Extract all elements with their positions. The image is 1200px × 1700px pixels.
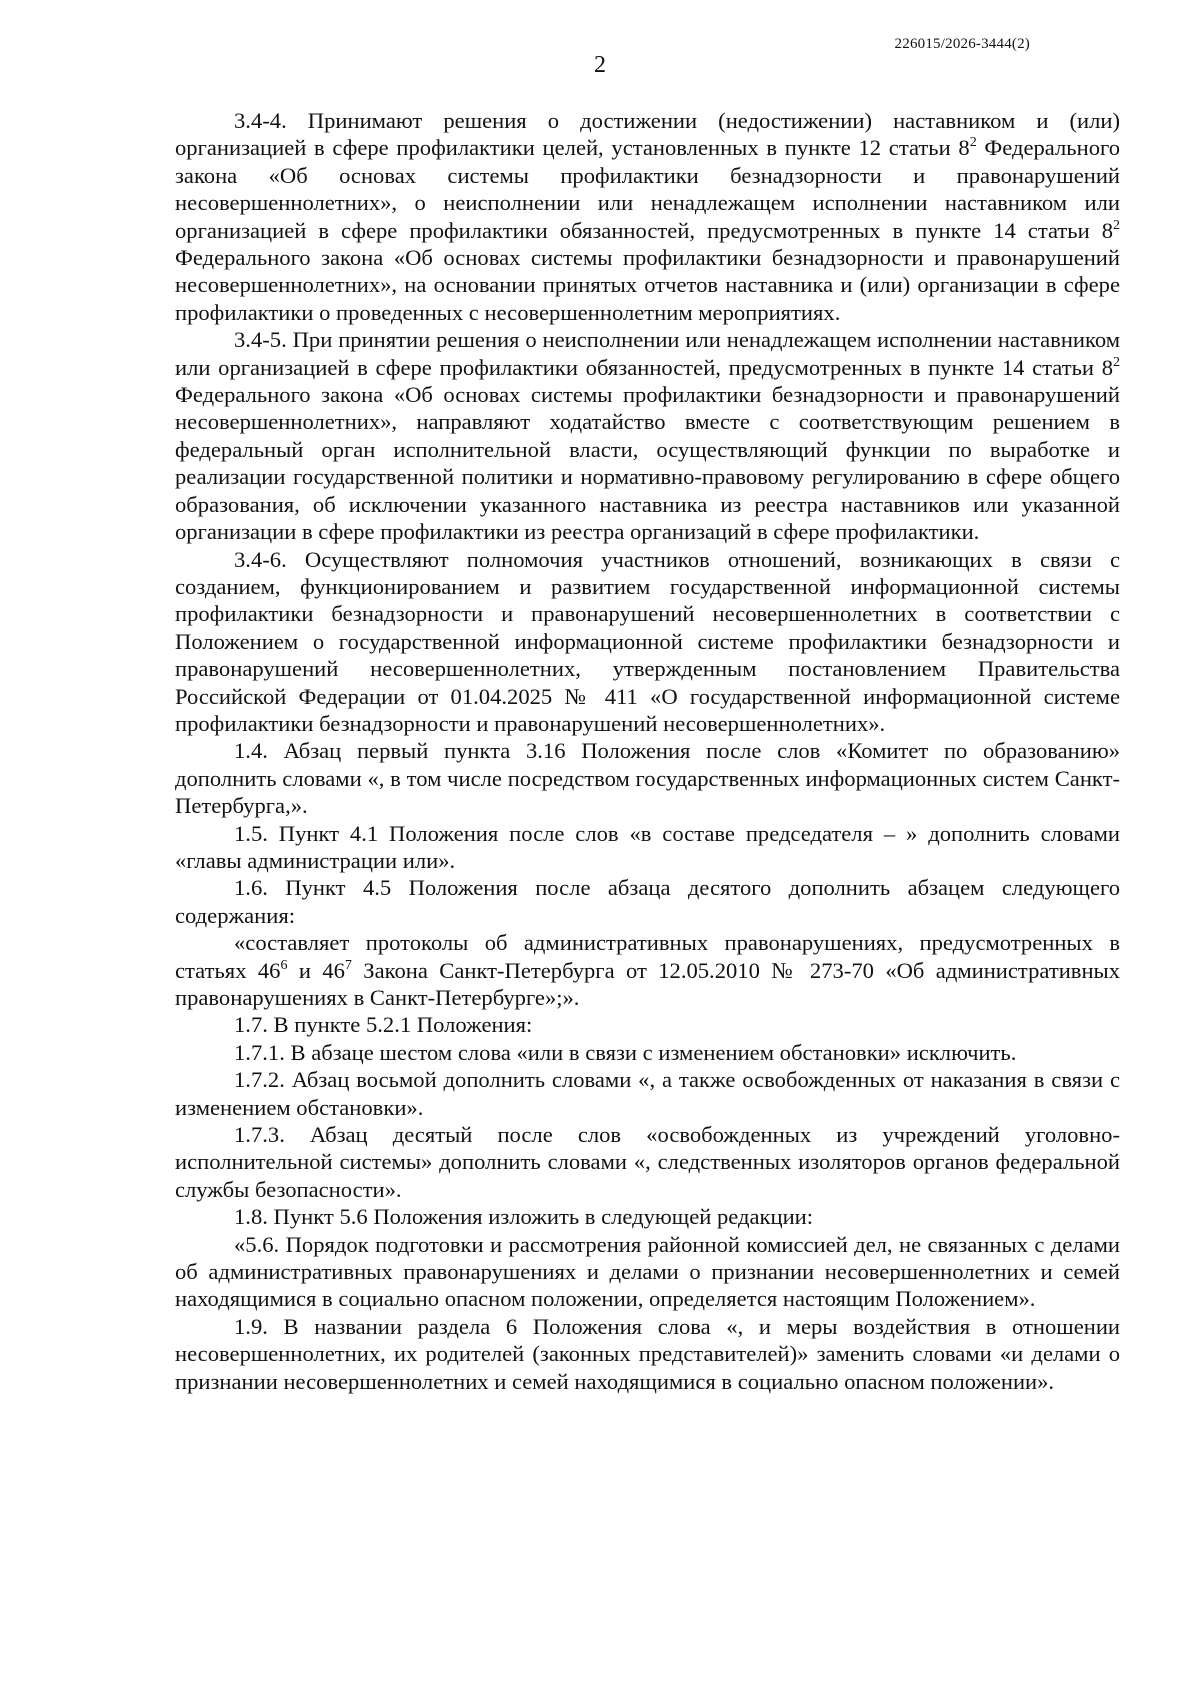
paragraph-3-4-5: 3.4-5. При принятии решения о неисполнении или ненадлежащем исполнении наставником или организацией в сфере профилактики обязанностей, предусмотренных в пункте 14 статьи $8^2$ Федерального закона «Об основах системы профилактики безнадзорности и правонарушений несовершеннолетних», направляют ходатайство вместе с соответствующим решением в федеральный орган исполнительной власти, осуществляющий функции по выработке и реализации государственной политики и нормативно-правовому регулированию в сфере общего образования, об исключении указанного наставника из реестра наставников или указанной организации в сфере профилактики из реестра организаций в сфере профилактики. xyxy=(175,327,1120,545)
paragraph-1-7-1: 1.7.1. В абзаце шестом слова «или в связи с изменением обстановки» исключить. xyxy=(234,1039,1017,1065)
page-number: 2 xyxy=(594,52,606,78)
paragraph-3-4-4: 3.4-4. Принимают решения о достижении (недостижении) наставником и (или) организацией в сфере профилактики целей, установленных в пункте 12 статьи $8^2$ Федерального закона «Об основах системы профилактики безнадзорности и правонарушений несовершеннолетних», о неисполнении или ненадлежащем исполнении наставником или организацией в сфере профилактики обязанностей, предусмотренных в пункте 14 статьи $8^2$ Федерального закона «Об основах системы профилактики безнадзорности и правонарушений несовершеннолетних», на основании принятых отчетов наставника и (или) организации в сфере профилактики о проведенных с несовершеннолетним мероприятиях. xyxy=(175,108,1120,325)
document-id: 226015/2026-3444(2) xyxy=(894,36,1030,52)
paragraph-1-6: 1.6. Пункт 4.5 Положения после абзаца десятого дополнить абзацем следующего содержания: xyxy=(175,875,1120,928)
paragraph-1-5: 1.5. Пункт 4.1 Положения после слов «в составе председателя – » дополнить словами «главы администрации или». xyxy=(175,820,1120,873)
paragraph-1-9: 1.9. В названии раздела 6 Положения слова «, и меры воздействия в отношении несовершеннолетних, их родителей (законных представителей)» заменить словами «и делами о признании несовершеннолетних и семей находящимися в социально опасном положении». xyxy=(175,1313,1120,1394)
paragraph-1-7-2: 1.7.2. Абзац восьмой дополнить словами «, а также освобожденных от наказания в связи с изменением обстановки». xyxy=(175,1067,1120,1120)
paragraph-1-7-3: 1.7.3. Абзац десятый после слов «освобожденных из учреждений уголовно-исполнительной системы» дополнить словами «, следственных изоляторов органов федеральной службы безопасности». xyxy=(175,1122,1120,1202)
document-body xyxy=(175,107,1120,1395)
paragraph-quoted-protocols: «составляет протоколы об административных правонарушениях, предусмотренных в статьях $46^6$ и $46^7$ Закона Санкт-Петербурга от 12.05.2010 № 273-70 «Об административных правонарушениях в Санкт-Петербурге»;». xyxy=(175,930,1121,1010)
paragraph-3-4-6: 3.4-6. Осуществляют полномочия участников отношений, возникающих в связи с созданием, функционированием и развитием государственной информационной системы профилактики безнадзорности и правонарушений несовершеннолетних в соответствии с Положением о государственной информационной системе профилактики безнадзорности и правонарушений несовершеннолетних, утвержденным постановлением Правительства Российской Федерации от 01.04.2025 № 411 «О государственной информационной системе профилактики безнадзорности и правонарушений несовершеннолетних». xyxy=(175,546,1120,736)
paragraph-1-8: 1.8. Пункт 5.6 Положения изложить в следующей редакции: xyxy=(234,1204,814,1230)
paragraph-1-4: 1.4. Абзац первый пункта 3.16 Положения после слов «Комитет по образованию» дополнить словами «, в том числе посредством государственных информационных систем Санкт-Петербурга,». xyxy=(175,738,1120,819)
paragraph-1-7: 1.7. В пункте 5.2.1 Положения: xyxy=(234,1012,533,1038)
paragraph-5-6: «5.6. Порядок подготовки и рассмотрения районной комиссией дел, не связанных с делами об административных правонарушениях и делами о признании несовершеннолетних и семей находящимися в социально опасном положении, определяется настоящим Положением». xyxy=(175,1231,1120,1312)
